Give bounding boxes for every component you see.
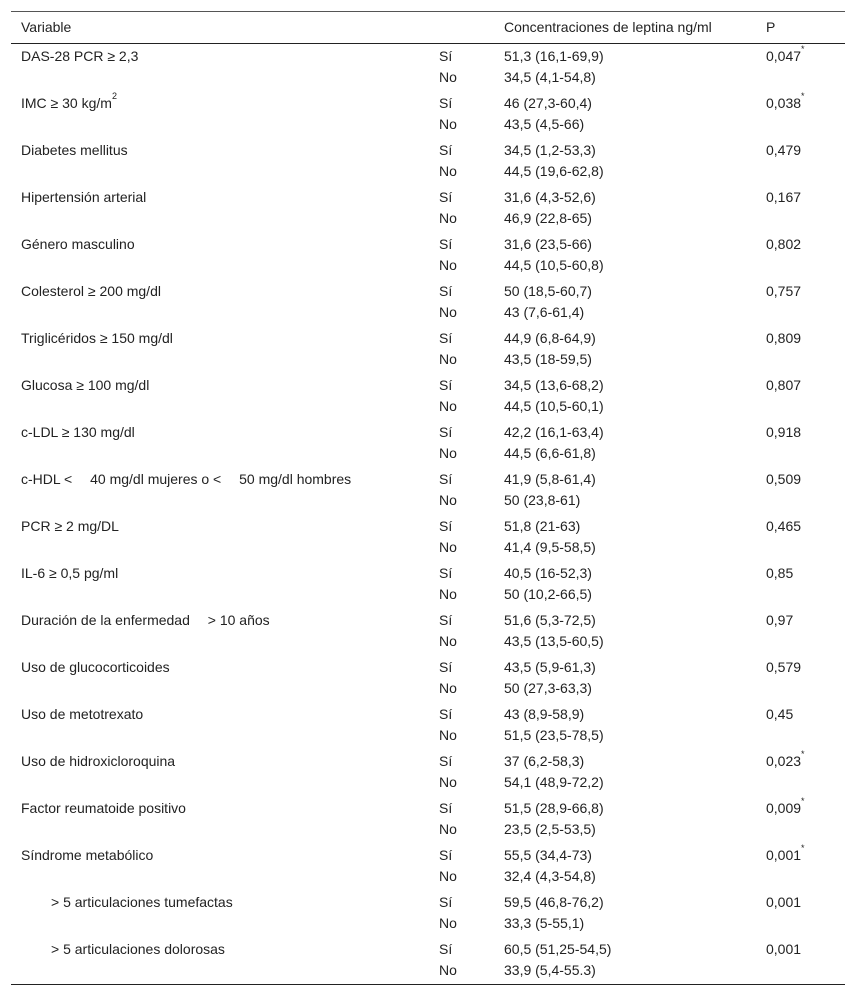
table-row (11, 325, 845, 372)
concentration-yes: 34,5 (1,2-53,3) (504, 142, 596, 158)
group-cell (429, 607, 494, 654)
concentration-no: 44,5 (10,5-60,8) (504, 257, 604, 273)
variable-label: Duración de la enfermedad > 10 años (21, 612, 270, 628)
group-yes: Sí (439, 48, 453, 64)
table-row (11, 936, 845, 985)
concentration-cell (494, 936, 756, 985)
group-cell (429, 889, 494, 936)
variable-label: Factor reumatoide positivo (21, 800, 186, 816)
group-no: No (439, 163, 457, 179)
concentration-yes: 44,9 (6,8-64,9) (504, 330, 596, 346)
p-value-cell (756, 889, 845, 936)
group-cell (429, 466, 494, 513)
table-row (11, 419, 845, 466)
concentration-yes: 51,8 (21-63) (504, 518, 581, 534)
variable-label: PCR ≥ 2 mg/DL (21, 518, 119, 534)
concentration-yes: 51,6 (5,3-72,5) (504, 612, 596, 628)
p-value-cell (756, 654, 845, 701)
variable-cell (11, 936, 429, 985)
variable-cell (11, 560, 429, 607)
concentration-yes: 42,2 (16,1-63,4) (504, 424, 604, 440)
concentration-yes: 31,6 (4,3-52,6) (504, 189, 596, 205)
table-row (11, 795, 845, 842)
table-row (11, 278, 845, 325)
concentration-no: 44,5 (10,5-60,1) (504, 398, 604, 414)
p-value-line (766, 375, 845, 396)
group-yes: Sí (439, 753, 453, 769)
concentration-no: 50 (27,3-63,3) (504, 680, 592, 696)
variable-label-line (21, 704, 429, 725)
variable-label-line (21, 140, 429, 161)
variable-cell (11, 795, 429, 842)
concentration-yes: 51,5 (28,9-66,8) (504, 800, 604, 816)
group-cell (429, 513, 494, 560)
table-row (11, 137, 845, 184)
group-cell (429, 90, 494, 137)
p-value-cell (756, 513, 845, 560)
variable-cell (11, 513, 429, 560)
significance-mark: * (801, 91, 805, 102)
p-value-cell (756, 560, 845, 607)
group-no: No (439, 680, 457, 696)
concentration-cell (494, 184, 756, 231)
p-value: 0,97 (766, 612, 794, 628)
group-no: No (439, 868, 457, 884)
variable-label: > 5 articulaciones tumefactas (51, 894, 233, 910)
p-value-line (766, 563, 845, 584)
group-cell (429, 795, 494, 842)
p-value: 0,509 (766, 471, 802, 487)
concentration-yes: 46 (27,3-60,4) (504, 95, 592, 111)
concentration-no: 33,9 (5,4-55.3) (504, 962, 596, 978)
group-no: No (439, 69, 457, 85)
concentration-cell (494, 701, 756, 748)
p-value: 0,023 (766, 753, 802, 769)
group-cell (429, 748, 494, 795)
concentration-cell (494, 419, 756, 466)
group-yes: Sí (439, 424, 453, 440)
group-cell (429, 278, 494, 325)
concentration-cell (494, 607, 756, 654)
p-value-cell (756, 842, 845, 889)
p-value-line (766, 93, 845, 114)
group-cell (429, 560, 494, 607)
header-variable: Variable (21, 19, 72, 35)
p-value-cell (756, 936, 845, 985)
p-value: 0,85 (766, 565, 794, 581)
variable-label-line (21, 892, 429, 913)
variable-superscript: 2 (111, 91, 117, 102)
variable-label: Triglicéridos ≥ 150 mg/dl (21, 330, 173, 346)
variable-label: c-LDL ≥ 130 mg/dl (21, 424, 135, 440)
group-no: No (439, 445, 457, 461)
variable-cell (11, 607, 429, 654)
p-value-cell (756, 137, 845, 184)
concentration-yes: 37 (6,2-58,3) (504, 753, 585, 769)
p-value-line (766, 610, 845, 631)
table-row (11, 44, 845, 91)
variable-label-line (21, 187, 429, 208)
group-no: No (439, 915, 457, 931)
p-value: 0,918 (766, 424, 802, 440)
concentration-no: 43,5 (4,5-66) (504, 116, 585, 132)
header-row (11, 12, 845, 44)
p-value: 0,047 (766, 48, 802, 64)
p-value-line (766, 798, 845, 819)
concentration-cell (494, 560, 756, 607)
p-value-cell (756, 231, 845, 278)
concentration-cell (494, 654, 756, 701)
group-yes: Sí (439, 800, 453, 816)
p-value: 0,465 (766, 518, 802, 534)
p-value: 0,757 (766, 283, 802, 299)
group-cell (429, 842, 494, 889)
variable-cell (11, 748, 429, 795)
variable-label: Uso de hidroxicloroquina (21, 753, 176, 769)
p-value-cell (756, 278, 845, 325)
concentration-yes: 34,5 (13,6-68,2) (504, 377, 604, 393)
concentration-no: 44,5 (6,6-61,8) (504, 445, 596, 461)
group-no: No (439, 633, 457, 649)
variable-cell (11, 44, 429, 91)
p-value: 0,807 (766, 377, 802, 393)
table-row (11, 513, 845, 560)
variable-label-line (21, 46, 429, 67)
significance-mark: * (801, 843, 805, 854)
concentration-cell (494, 466, 756, 513)
p-value-cell (756, 795, 845, 842)
group-cell (429, 654, 494, 701)
concentration-yes: 50 (18,5-60,7) (504, 283, 592, 299)
table-row (11, 654, 845, 701)
leptin-table-container (11, 11, 845, 985)
p-value: 0,009 (766, 800, 802, 816)
group-no: No (439, 257, 457, 273)
p-value: 0,001 (766, 847, 802, 863)
variable-cell (11, 419, 429, 466)
concentration-no: 34,5 (4,1-54,8) (504, 69, 596, 85)
variable-cell (11, 90, 429, 137)
concentration-cell (494, 513, 756, 560)
concentration-cell (494, 795, 756, 842)
p-value-cell (756, 419, 845, 466)
group-yes: Sí (439, 659, 453, 675)
concentration-no: 41,4 (9,5-58,5) (504, 539, 596, 555)
group-yes: Sí (439, 706, 453, 722)
concentration-yes: 43 (8,9-58,9) (504, 706, 585, 722)
group-no: No (439, 727, 457, 743)
variable-label: Colesterol ≥ 200 mg/dl (21, 283, 161, 299)
group-cell (429, 372, 494, 419)
p-value-cell (756, 372, 845, 419)
p-value-line (766, 187, 845, 208)
group-cell (429, 44, 494, 91)
group-no: No (439, 116, 457, 132)
p-value-line (766, 422, 845, 443)
variable-cell (11, 701, 429, 748)
p-value-cell (756, 325, 845, 372)
group-yes: Sí (439, 941, 453, 957)
variable-cell (11, 278, 429, 325)
table-row (11, 748, 845, 795)
p-value: 0,802 (766, 236, 802, 252)
variable-cell (11, 372, 429, 419)
concentration-yes: 41,9 (5,8-61,4) (504, 471, 596, 487)
group-yes: Sí (439, 142, 453, 158)
p-value: 0,001 (766, 894, 802, 910)
p-value-line (766, 657, 845, 678)
group-yes: Sí (439, 283, 453, 299)
variable-label-line (21, 563, 429, 584)
p-value-line (766, 234, 845, 255)
header-concentration: Concentraciones de leptina ng/ml (504, 19, 712, 35)
significance-mark: * (801, 796, 805, 807)
variable-label-line (21, 610, 429, 631)
group-cell (429, 231, 494, 278)
concentration-cell (494, 90, 756, 137)
variable-label-line (21, 422, 429, 443)
concentration-cell (494, 842, 756, 889)
group-no: No (439, 821, 457, 837)
concentration-cell (494, 137, 756, 184)
p-value: 0,038 (766, 95, 802, 111)
table-row (11, 889, 845, 936)
variable-label-line (21, 234, 429, 255)
p-value-cell (756, 607, 845, 654)
concentration-yes: 31,6 (23,5-66) (504, 236, 592, 252)
variable-cell (11, 231, 429, 278)
p-value: 0,579 (766, 659, 802, 675)
group-yes: Sí (439, 518, 453, 534)
p-value-line (766, 46, 845, 67)
table-row (11, 701, 845, 748)
concentration-cell (494, 748, 756, 795)
variable-label: IMC ≥ 30 kg/m (21, 95, 112, 111)
variable-label: Glucosa ≥ 100 mg/dl (21, 377, 150, 393)
variable-cell (11, 184, 429, 231)
variable-label: Género masculino (21, 236, 135, 252)
variable-label: Hipertensión arterial (21, 189, 147, 205)
concentration-yes: 43,5 (5,9-61,3) (504, 659, 596, 675)
group-no: No (439, 492, 457, 508)
table-body (11, 44, 845, 985)
p-value-cell (756, 701, 845, 748)
concentration-no: 43,5 (13,5-60,5) (504, 633, 604, 649)
group-cell (429, 936, 494, 985)
table-row (11, 560, 845, 607)
variable-label-line (21, 751, 429, 772)
concentration-yes: 51,3 (16,1-69,9) (504, 48, 604, 64)
variable-cell (11, 654, 429, 701)
p-value: 0,809 (766, 330, 802, 346)
concentration-no: 23,5 (2,5-53,5) (504, 821, 596, 837)
variable-cell (11, 889, 429, 936)
p-value-line (766, 704, 845, 725)
concentration-cell (494, 231, 756, 278)
group-yes: Sí (439, 95, 453, 111)
group-no: No (439, 539, 457, 555)
variable-cell (11, 325, 429, 372)
group-cell (429, 701, 494, 748)
p-value: 0,479 (766, 142, 802, 158)
concentration-no: 54,1 (48,9-72,2) (504, 774, 604, 790)
concentration-no: 46,9 (22,8-65) (504, 210, 592, 226)
p-value: 0,45 (766, 706, 794, 722)
p-value-cell (756, 184, 845, 231)
p-value-line (766, 939, 845, 960)
concentration-cell (494, 889, 756, 936)
table-row (11, 231, 845, 278)
p-value-line (766, 140, 845, 161)
table-row (11, 466, 845, 513)
variable-label-line (21, 469, 429, 490)
group-cell (429, 137, 494, 184)
group-yes: Sí (439, 612, 453, 628)
group-yes: Sí (439, 847, 453, 863)
concentration-no: 50 (10,2-66,5) (504, 586, 592, 602)
p-value-line (766, 845, 845, 866)
p-value-line (766, 892, 845, 913)
p-value-cell (756, 748, 845, 795)
variable-label-line (21, 281, 429, 302)
group-cell (429, 325, 494, 372)
concentration-no: 51,5 (23,5-78,5) (504, 727, 604, 743)
variable-cell (11, 137, 429, 184)
variable-cell (11, 466, 429, 513)
p-value-line (766, 281, 845, 302)
variable-label-line (21, 328, 429, 349)
concentration-no: 50 (23,8-61) (504, 492, 581, 508)
header-group (429, 12, 494, 44)
p-value-line (766, 751, 845, 772)
variable-label-line (21, 516, 429, 537)
group-yes: Sí (439, 189, 453, 205)
concentration-yes: 55,5 (34,4-73) (504, 847, 592, 863)
group-yes: Sí (439, 330, 453, 346)
group-cell (429, 419, 494, 466)
concentration-no: 32,4 (4,3-54,8) (504, 868, 596, 884)
table-row (11, 372, 845, 419)
significance-mark: * (801, 44, 805, 55)
group-no: No (439, 398, 457, 414)
concentration-no: 44,5 (19,6-62,8) (504, 163, 604, 179)
p-value: 0,167 (766, 189, 802, 205)
p-value-cell (756, 44, 845, 91)
variable-label-line (21, 939, 429, 960)
group-no: No (439, 304, 457, 320)
p-value-line (766, 516, 845, 537)
variable-label-line (21, 93, 429, 114)
concentration-no: 43 (7,6-61,4) (504, 304, 585, 320)
group-yes: Sí (439, 894, 453, 910)
group-yes: Sí (439, 565, 453, 581)
p-value-cell (756, 466, 845, 513)
concentration-yes: 40,5 (16-52,3) (504, 565, 592, 581)
group-no: No (439, 774, 457, 790)
variable-label: > 5 articulaciones dolorosas (51, 941, 225, 957)
p-value: 0,001 (766, 941, 802, 957)
header-p: P (766, 19, 776, 35)
group-no: No (439, 962, 457, 978)
concentration-yes: 59,5 (46,8-76,2) (504, 894, 604, 910)
variable-label-line (21, 375, 429, 396)
group-no: No (439, 210, 457, 226)
p-value-line (766, 328, 845, 349)
variable-label: IL-6 ≥ 0,5 pg/ml (21, 565, 119, 581)
concentration-cell (494, 44, 756, 91)
group-no: No (439, 351, 457, 367)
table-row (11, 90, 845, 137)
group-no: No (439, 586, 457, 602)
p-value-cell (756, 90, 845, 137)
significance-mark: * (801, 749, 805, 760)
table-header (11, 12, 845, 44)
group-cell (429, 184, 494, 231)
p-value-line (766, 469, 845, 490)
variable-label-line (21, 798, 429, 819)
concentration-no: 33,3 (5-55,1) (504, 915, 585, 931)
variable-label: Diabetes mellitus (21, 142, 128, 158)
concentration-cell (494, 325, 756, 372)
group-yes: Sí (439, 236, 453, 252)
concentration-no: 43,5 (18-59,5) (504, 351, 592, 367)
group-yes: Sí (439, 377, 453, 393)
variable-label: Uso de metotrexato (21, 706, 144, 722)
concentration-cell (494, 372, 756, 419)
leptin-concentration-table (11, 11, 845, 985)
table-row (11, 842, 845, 889)
variable-cell (11, 842, 429, 889)
variable-label: c-HDL < 40 mg/dl mujeres o < 50 mg/dl hombres (21, 471, 352, 487)
group-yes: Sí (439, 471, 453, 487)
concentration-yes: 60,5 (51,25-54,5) (504, 941, 612, 957)
variable-label-line (21, 657, 429, 678)
variable-label-line (21, 845, 429, 866)
variable-label: Uso de glucocorticoides (21, 659, 170, 675)
table-row (11, 607, 845, 654)
table-row (11, 184, 845, 231)
variable-label: DAS-28 PCR ≥ 2,3 (21, 48, 139, 64)
variable-label: Síndrome metabólico (21, 847, 154, 863)
concentration-cell (494, 278, 756, 325)
